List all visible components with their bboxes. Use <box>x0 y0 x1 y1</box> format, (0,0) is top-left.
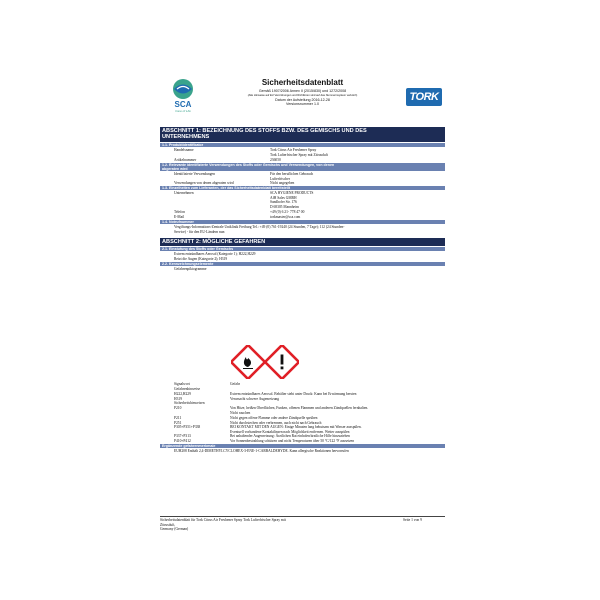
statement-text: Von Hitze, heißen Oberflächen, Funken, offenen Flammen und anderen Zündquellen fernhalten. <box>230 406 369 410</box>
subsection-1-2-line1: 1.2. Relevante identifizierte Verwendungen des Stoffs oder Gemischs und Verwendungen, von denen <box>162 163 335 167</box>
statement-code: P210 <box>174 406 182 410</box>
section-1-header <box>160 127 445 142</box>
section-1-title-line2: UNTERNEHMENS <box>162 134 210 141</box>
email-value[interactable]: torkmaster@sca.com <box>270 214 301 219</box>
subsection-1-2-line2: abgeraten wird <box>162 167 188 172</box>
email-label: E-Mail <box>174 214 185 219</box>
supplementary-header: Ergänzende gefahrenmerkmale <box>160 444 445 448</box>
uses-value-1: Für den beruflichen Gebrauch <box>270 172 314 176</box>
subsection-2-2: 2.2. Kennzeichnungselemente <box>160 262 445 266</box>
sca-logo <box>168 76 198 120</box>
version-number: Versionsnummer 1.0 <box>286 102 319 106</box>
company-line-1: SCA HYGIENE PRODUCTS <box>270 191 314 195</box>
uses-value-2: Lufterfrischer <box>270 176 290 181</box>
flame-pictogram-icon <box>231 345 265 379</box>
statement-text: Verursacht schwere Augenreizung <box>230 396 280 401</box>
statement-code: P305+P351+P338 <box>174 425 201 429</box>
footer-divider <box>160 516 445 517</box>
statement-text: Vor Sonnenbestrahlung schützen und nicht Temperaturen über 50 °C/122 °F aussetzen <box>230 438 355 443</box>
statement-code: P410+P412 <box>174 438 191 443</box>
trade-name-1: Tork Citrus Air Freshener Spray <box>270 148 317 152</box>
footer-doc-line1: Sicherheitsdatenblatt für Tork Citrus Air Freshener Spray Tork Lufterfrischer Spray mit <box>160 518 286 522</box>
subsection-1-2 <box>160 163 445 171</box>
precautionary-label: Sicherheitshinweisen <box>174 401 205 405</box>
phone-label: Telefon <box>174 210 185 214</box>
statement-code: P337+P313 <box>174 434 191 438</box>
statement-text: Bei anhaltender Augenreizung: Ärztlichen Rat einholen/ärztliche Hilfe hinzuziehen <box>230 434 350 438</box>
sca-logo-text: SCA <box>174 100 192 109</box>
classification-2: Reizt die Augen (Kategorie 2); H319 <box>174 256 228 261</box>
subsection-1-3: 1.3. Einzelheiten zum Lieferanten, der das Sicherheitsdatenblatt bereitstellt <box>160 186 445 190</box>
article-label: Artikelnummer <box>174 157 197 162</box>
regulation-note: (Alle Hinweise auf EU Verordnungen und Richtlinien sind auf das Nummernsystem verkürzt) <box>247 93 358 97</box>
trade-name-label: Handelsname <box>174 148 194 152</box>
revision-date: Datum der Aufstellung 2016-12-28 <box>275 97 330 102</box>
company-line-3: Sandhofer Str. 176 <box>270 200 297 204</box>
footer-page-number: Seite 1 von 9 <box>403 518 422 522</box>
advised-against-value: Nicht angegeben <box>270 181 295 185</box>
trade-name-2: Tork Lufterfrischer Spray mit Zitrusduft <box>270 152 328 157</box>
uses-label: Identifizierte Verwendungen <box>174 172 215 176</box>
statement-text: Nicht gegen offene Flamme oder andere Zündquelle sprühen <box>230 416 318 420</box>
emergency-line-2: Service) - für den EU-Ländern nun <box>174 229 225 234</box>
phone-value: +49 (0) 6 21- 778 47 00 <box>270 210 305 214</box>
subsection-1-4: 1.4. Notrufnummer <box>160 220 445 224</box>
statement-text: Nicht rauchen <box>230 410 251 415</box>
section-1-title-line1: ABSCHNITT 1: BEZEICHNUNG DES STOFFS BZW. DES GEMISCHS UND DES <box>162 128 367 134</box>
hazard-statements-label: Gefahrenhinweise <box>174 387 201 391</box>
article-value: 236050 <box>270 157 281 162</box>
exclamation-pictogram-icon <box>265 345 299 379</box>
signal-word-value: Gefahr <box>230 382 240 386</box>
statement-code: H319 <box>174 396 182 401</box>
sca-logo-mark <box>168 76 198 120</box>
statement-text: Nicht durchstechen oder verbrennen, auch nicht nach Gebrauch <box>230 420 322 425</box>
document-page <box>160 70 445 540</box>
company-line-4: D 68305 Mannheim <box>270 204 299 209</box>
statement-text: BEI KONTAKT MIT DEN AUGEN: Einige Minuten lang behutsam mit Wasser ausspülen. <box>230 425 362 429</box>
emergency-line-1: Vergiftungs-Informations-Zentrale Uniklinik Freiburg Tel.: +49 (0) 761-19240 (24 Stunden, 7 Tage); 112 (24 Stunden- <box>174 225 345 229</box>
statement-code: P251 <box>174 420 182 425</box>
tork-logo: TORK <box>406 88 442 106</box>
classification-1: Extrem entzündbares Aerosol (Kategorie 1); H222,H229 <box>174 252 256 256</box>
company-label: Unternehmen <box>174 191 194 195</box>
supplementary-text: EUH208 Enthält 2,4-DIMETHYLCYCLOHEX-3-ENE-1-CARBALDEHYDE. Kann allergische Reaktionen hervorrufen <box>174 448 349 453</box>
statement-code: P211 <box>174 416 182 420</box>
pictograms-label: Gefahrenpiktogramme <box>174 267 207 271</box>
footer-doc-line3: Germany (German) <box>160 527 189 531</box>
company-line-2: AfH Sales GMBH <box>270 195 297 200</box>
regulation-line: Gemäß 1907/2006 Annex II (2015/830) und 1272/2008 <box>258 89 347 93</box>
statement-text: Eventuell vorhandene Kontaktlinsen nach Möglichkeit entfernen. Weiter ausspülen <box>230 429 350 434</box>
document-title: Sicherheitsdatenblatt <box>261 78 344 87</box>
sca-tagline: Care of Life <box>175 109 191 113</box>
statement-text: Extrem entzündbares Aerosol. Behälter steht unter Druck: Kann bei Erwärmung bersten <box>230 392 357 396</box>
advised-against-label: Verwendungen von denen abgeraten wird <box>174 181 234 185</box>
subsection-2-1: 2.1. Einstufung des Stoffs oder Gemischs <box>160 247 445 251</box>
subsection-1-1: 1.1. Produktidentifikator <box>160 143 445 147</box>
footer-doc-line2: Zitrusduft, <box>160 522 176 527</box>
statement-code: H222,H229 <box>174 392 191 396</box>
section-2-header: ABSCHNITT 2: MÖGLICHE GEFAHREN <box>160 238 445 246</box>
signal-word-label: Signalwort <box>174 382 190 386</box>
